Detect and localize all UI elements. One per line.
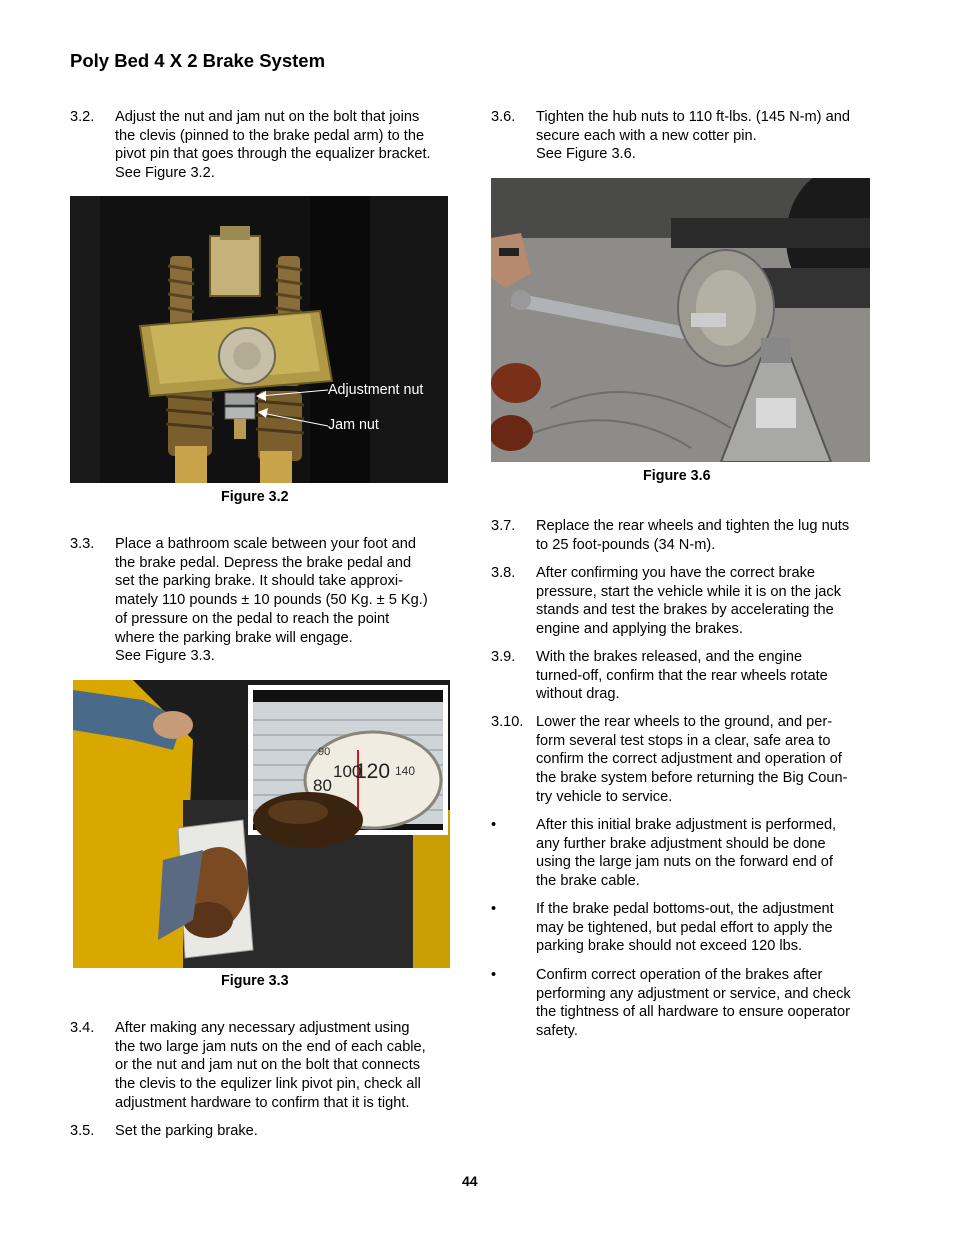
scale-dial-number: 100 [333,762,362,781]
step-3-10 [491,713,891,808]
scale-dial-number: 120 [355,760,391,783]
step-number: 3.6. [491,109,516,125]
scale-dial-number: 80 [313,776,332,795]
bullet-item [491,966,891,1042]
step-number: 3.4. [70,1020,95,1036]
scale-dial-number: 140 [395,764,416,778]
step-text: After confirming you have the correct brake pressure, start the vehicle while it is on the jack stands and test the brakes by accelerating the engine and applying the brakes. [536,565,841,638]
step-3-4 [70,1019,470,1114]
figure-3-6-photo [491,178,870,462]
figure-3-3-caption: Figure 3.3 [221,973,289,989]
step-number: 3.2. [70,109,95,125]
scale-dial-number: 90 [318,746,331,758]
figure-3-3-photo [73,680,450,968]
bullet-text: After this initial brake adjustment is performed, any further brake adjustment should be done using the large jam nuts on the forward end of the brake cable. [536,817,837,890]
step-number: 3.3. [70,536,95,552]
step-text: Set the parking brake. [115,1123,258,1139]
figure-3-2-caption: Figure 3.2 [221,489,289,505]
step-number: 3.10. [491,714,524,730]
bullet-marker: • [491,967,497,983]
step-number: 3.5. [70,1123,95,1139]
page-title: Poly Bed 4 X 2 Brake System [70,50,326,71]
step-text: Replace the rear wheels and tighten the lug nuts to 25 foot-pounds (34 N-m). [536,518,850,553]
step-3-9 [491,648,891,706]
step-text: After making any necessary adjustment using the two large jam nuts on the end of each cable, or the nut and jam nut on the bolt that connects the clevis to the equlizer link pivot pin, check all adjustment hardware to confirm that it is tight. [115,1020,426,1111]
step-text: With the brakes released, and the engine turned-off, confirm that the rear wheels rotate without drag. [536,649,828,703]
step-text: Lower the rear wheels to the ground, and per- form several test stops in a clear, safe area to confirm the correct adjustment and operation of the brake system before returning the Big Coun- try vehicle to service. [536,714,848,805]
figure-3-2-photo [70,196,448,483]
step-3-3 [70,535,470,670]
step-text: Adjust the nut and jam nut on the bolt that joins the clevis (pinned to the brake pedal arm) to the pivot pin that goes through the equalizer bracket. See Figure 3.2. [115,109,431,182]
bullet-text: Confirm correct operation of the brakes after performing any adjustment or service, and check the tightness of all hardware to ensure ooperator safety. [536,967,851,1040]
figure-3-6-caption: Figure 3.6 [643,468,711,484]
page-number: 44 [462,1173,478,1189]
step-text: Tighten the hub nuts to 110 ft-lbs. (145 N-m) and secure each with a new cotter pin. See Figure 3.6. [536,109,850,163]
bullet-text: If the brake pedal bottoms-out, the adjustment may be tightened, but pedal effort to apply the parking brake should not exceed 120 lbs. [536,901,834,955]
bullet-marker: • [491,817,497,833]
adjustment-nut-callout: Adjustment nut [328,382,424,398]
step-number: 3.9. [491,649,516,665]
bullet-item [491,816,891,892]
step-number: 3.8. [491,565,516,581]
bullet-item [491,900,891,958]
step-number: 3.7. [491,518,516,534]
jam-nut-callout: Jam nut [328,417,379,433]
step-3-2 [70,108,470,188]
step-3-6 [491,108,891,168]
step-3-8 [491,564,891,640]
bullet-marker: • [491,901,497,917]
step-3-7 [491,517,891,557]
step-3-5 [70,1122,470,1142]
step-text: Place a bathroom scale between your foot and the brake pedal. Depress the brake pedal and set the parking brake. It should take approxi- mately 110 pounds ± 10 pounds (50 Kg. ± 5 Kg.) of pressure on the pedal to reach the point where the parking brake will engage. See Figure 3.3. [115,536,428,665]
